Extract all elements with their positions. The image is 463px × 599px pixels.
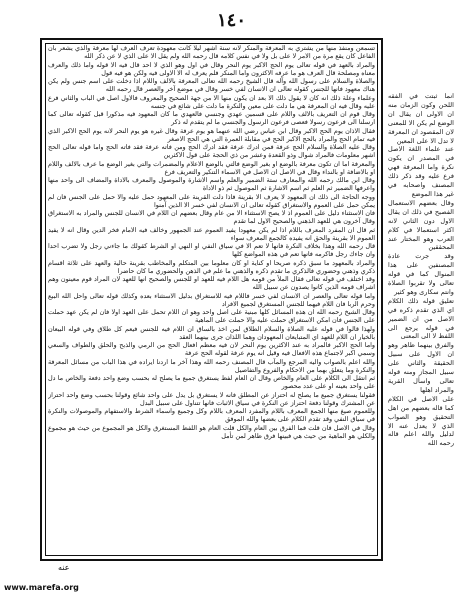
main-text-paragraph: والله اعلم بالصواب واليه المرجع والمآب قال المصنف رحمه الله وهذا آخر ما اردنا ايراده في هذا الباب من مسائل المعرفة والنكرة وما يتعلق بهما من الاحكام والفروع والتفاصيل: [48, 357, 375, 374]
main-text-paragraph: وللعموم صيغ منها الجمع المعرف باللام والمفرد المعرف باللام وكل وجميع واسماء الشرط والاستفهام والموصولات والنكرة في سياق النفي وقد تقدم الكلام على بعضها والله الموفق: [48, 407, 375, 424]
margin-note: وقد جرت عادة المصنفين على هذا المنوال كما في قوله تعالى ولا تقربوا الصلاة وانتم سكارى وهو كثير: [388, 252, 454, 296]
margin-note: على الاصل في الكلام كما قاله بعضهم من اهل التحقيق وهو الصواب الذي لا يعدل عنه الا لدليل والله اعلم قاله رحمه الله: [388, 394, 454, 448]
main-text-paragraph: وقال الشيخ رحمه الله ان هذه المسائل كلها مبنية على اصل واحد وهو ان اللام تحمل على العهد اولا فان لم يكن عهد حملت على الجنس فان امكن الاستغراق حملت عليه والا حملت على الماهية: [48, 308, 375, 325]
main-text-paragraph: وقد اختلف في قوله تعالى فقال الملأ من قومه هل اللام فيه للعهد او للجنس والصحيح انها للعهد لان المراد قوم معينون وهم اشراف قومه الذين كانوا يصدون عن سبيل الله: [48, 275, 375, 292]
main-text-paragraph: تسمعن ومنفذ منها من يشتري به المعرفة والمنكر لانه سنة اشهر ليلا كانت معهودة تعرف العرف لها معرفة والذي يشعر بان الفاعل كان يقع مرة من الامر لا على بل ولا في نفس كلامه قال رحمه الله ولم يقل الا على الذي لا عن ذكر الله: [48, 44, 375, 61]
main-text-paragraph: واما قوله تعالى والعصر ان الانسان لفي خسر فاللام فيه للاستغراق بدليل الاستثناء بعده وكذلك قوله تعالى واحل الله البيع وحرم الربا فان اللام فيهما للجنس المستغرق لجميع الافراد: [48, 291, 375, 308]
margin-note: تعليق قوله ذلك الكلام اي الذي تقدم ذكره في الاصل من ان الضمير في قوله يرجع الى اللفظ لا الى المعنى: [388, 296, 454, 341]
margin-note: وقال بعضهم الاستعمال الفصيح في ذلك ان يقال الاول دون الثاني لانه اكثر استعمالا في كلام العرب وهو المختار عند المحققين: [388, 198, 454, 252]
watermark: www.marefa.org: [4, 583, 79, 592]
main-text-paragraph: والمراد بالمعهود ما سبق ذكره صريحا او كناية او كان معلوما بين المتكلم والمخاطب بقرينة حالية والعهد على ثلاثة اقسام ذكري وذهني وحضوري فالذكري ما تقدم ذكره والذهني ما علم في الذهن والحضوري ما كان حاضرا: [48, 258, 375, 275]
main-text-paragraph: واما الحج الاكبر فالمراد به عند الاكثرين يوم النحر لان فيه معظم افعال الحج من الرمي والذبح والحلق والطواف والسعي وسمي اكبر لاجتماع هذه الافعال فيه وقيل انه يوم عرفة لقوله الحج عرفة: [48, 341, 375, 358]
main-text-paragraph: ثم انتقل الى الكلام على العام والخاص وقال ان العام لفظ يستغرق جميع ما يصلح له بحسب وضع واحد دفعة والخاص ما دل على واحد بعينه او على عدد محصور: [48, 374, 375, 391]
page-number: ١٤٠: [216, 10, 246, 31]
margin-note: والفرق بينهما ظاهر وهو ان الاول على سبيل الحقيقة والثاني على سبيل المجاز ومنه قوله تعالى واسأل القرية والمراد اهلها: [388, 341, 454, 394]
main-text-paragraph: والصلاة والسلام على رسول الله وآله قال الشيخ رحمه الله تعالى المعرفة بالالف واللام اذا دخلت على اسم جنس ولم يكن هناك معهود فانها للجنس كقوله تعالى ان الانسان لفي خسر وقال في موضع آخر والعصر قال رحمه الله: [48, 77, 375, 94]
margin-note: انما ثبتت في الفقه اللحن وكون الزمان منه ان الاولى ان يقال ان الوضع لم يكن الا للمعنى لان المقصود ان المعرفة لا تدل الا على المعين: [388, 92, 454, 145]
main-text-paragraph: فان الاستثناء دليل على العموم اذ لا يصح الاستثناء الا من عام وقال بعضهم ان اللام في الانسان للجنس والمراد به الاستغراق وقال آخرون هي للعهد الذهني والصحيح الاول لما تقدم: [48, 209, 375, 226]
main-text-paragraph: وعلماء وعلة ذلك انه كان لا يقول ذلك الا بعد ان يكون منها الا من جهة الصحيح والمعروف فالاول اصل في الباب والثاني فرع عليه وقال فيه ان المعرفة هي ما دلت على معين والنكرة ما دلت على شائع في جنسه: [48, 93, 375, 110]
main-text-paragraph: قال رحمه الله وهذا بخلاف النكرة فانها لا تعم الا في سياق النفي او النهي او الشرط كقولك ما جاءني رجل ولا تضرب احدا وان جاءك رجل فاكرمه فانها تعم في هذه المواضع كلها: [48, 242, 375, 259]
main-text-paragraph: والمراد بالعهد في قوله تعالى يوم الحج الاكبر يوم النحر وقال في اول وهو الذي لا احد قال فيه الا قوله واما ذلك والعرف معناه ومصلحة قال العرف هو ما عرفه الاكثرون واما المنكر فلم يعرف له الا الاولى فيه ولكن هو فيه قول: [48, 60, 375, 77]
main-text-paragraph: ولهذا قالوا في قوله عليه الصلاة والسلام الطلاق لمن اخذ بالساق ان اللام فيه للجنس فيعم كل طلاق وفي قوله البيعان بالخيار ان اللام للعهد اي المتبايعان المعهودان وهما اللذان جرى بينهما العقد: [48, 324, 375, 341]
margin-commentary: [388, 92, 454, 484]
catchword: عنه: [58, 563, 70, 572]
margin-note: عند علماء اللغة الاصل في المصدر ان يكون نكرة واما المعرفة فهي فرع عليه وقد ذكر ذلك المصنف واصحابه في غير هذا الموضع: [388, 145, 454, 198]
main-text-paragraph: وقال قوم ان التعريف بالالف واللام على قسمين عهدي وجنسي فالعهدي ما كان المعهود فيه مذكورا قبل كقوله تعالى كما ارسلنا الى فرعون رسولا فعصى فرعون الرسول والجنسي ما لم يتقدم له ذكر: [48, 110, 375, 127]
main-text-paragraph: والمعرفة اما ان تكون معرفة بالوضع او بغير الوضع فالتي بالوضع الاعلام والمضمرات والتي بغير الوضع ما عرف بالالف واللام او بالاضافة او بالنداء وقال في الاصل ان الاصل في الاسماء التنكير والتعريف فرع: [48, 159, 375, 176]
main-text-paragraph: فقولنا يستغرق جميع ما يصلح له احتراز عن المطلق فانه لا يستغرق بل يدل على واحد شائع وقولنا بحسب وضع واحد احتراز عن المشترك وقولنا دفعة احتراز عن النكرة في سياق الاثبات فانها تتناول على سبيل البدل: [48, 390, 375, 407]
main-text: [48, 44, 375, 552]
main-text-paragraph: ووجه الحاجة الى ذلك ان المعهود لا يعرف الا بقرينة فاذا دلت القرينة على المعهود حمل عليه والا حمل على الجنس فان لم يمكن حمل على العموم والاستغراق كقوله تعالى ان الانسان لفي خسر الا الذين آمنوا: [48, 192, 375, 209]
main-text-paragraph: فقال الاذان يوم الحج الاكبر وقال ابن عباس رضي الله عنهما هو يوم عرفة وقال غيره هو يوم النحر لانه يوم الحج الاكبر الذي فيه تمام الحج والمراد بالحج الاكبر الحج في مقابلة العمرة التي هي الحج الاصغر: [48, 126, 375, 143]
main-text-paragraph: وقال في الاصل فان قلت فما الفرق بين العام والكل قلت العام هو اللفظ المستغرق والكل هو المجموع من حيث هو مجموع والكلي هو الماهية من حيث هي فبينها فرق ظاهر لمن تأمل: [48, 423, 375, 440]
main-text-paragraph: وقال عليه الصلاة والسلام الحج عرفة فمن ادرك عرفة فقد ادرك الحج ومن فاته عرفة فقد فاته الحج واما قوله تعالى الحج اشهر معلومات فالمراد شوال وذو القعدة وعشر من ذي الحجة على قول الاكثرين: [48, 143, 375, 160]
main-text-paragraph: وقال ابن مالك رحمه الله والمعارف ستة الضمير والعلم واسم الاشارة والموصول والمعرف بالاداة والمضاف الى واحد منها واعرفها الضمير ثم العلم ثم اسم الاشارة ثم الموصول ثم ذو الاداة: [48, 176, 375, 193]
main-text-paragraph: ثم قال ان المفرد المعرف باللام اذا لم يكن معهودا يفيد العموم عند الجمهور وخالف فيه الامام فخر الدين وقال انه لا يفيد العموم الا بقرينة والحق انه يفيده كالجمع المعرف سواء: [48, 225, 375, 242]
